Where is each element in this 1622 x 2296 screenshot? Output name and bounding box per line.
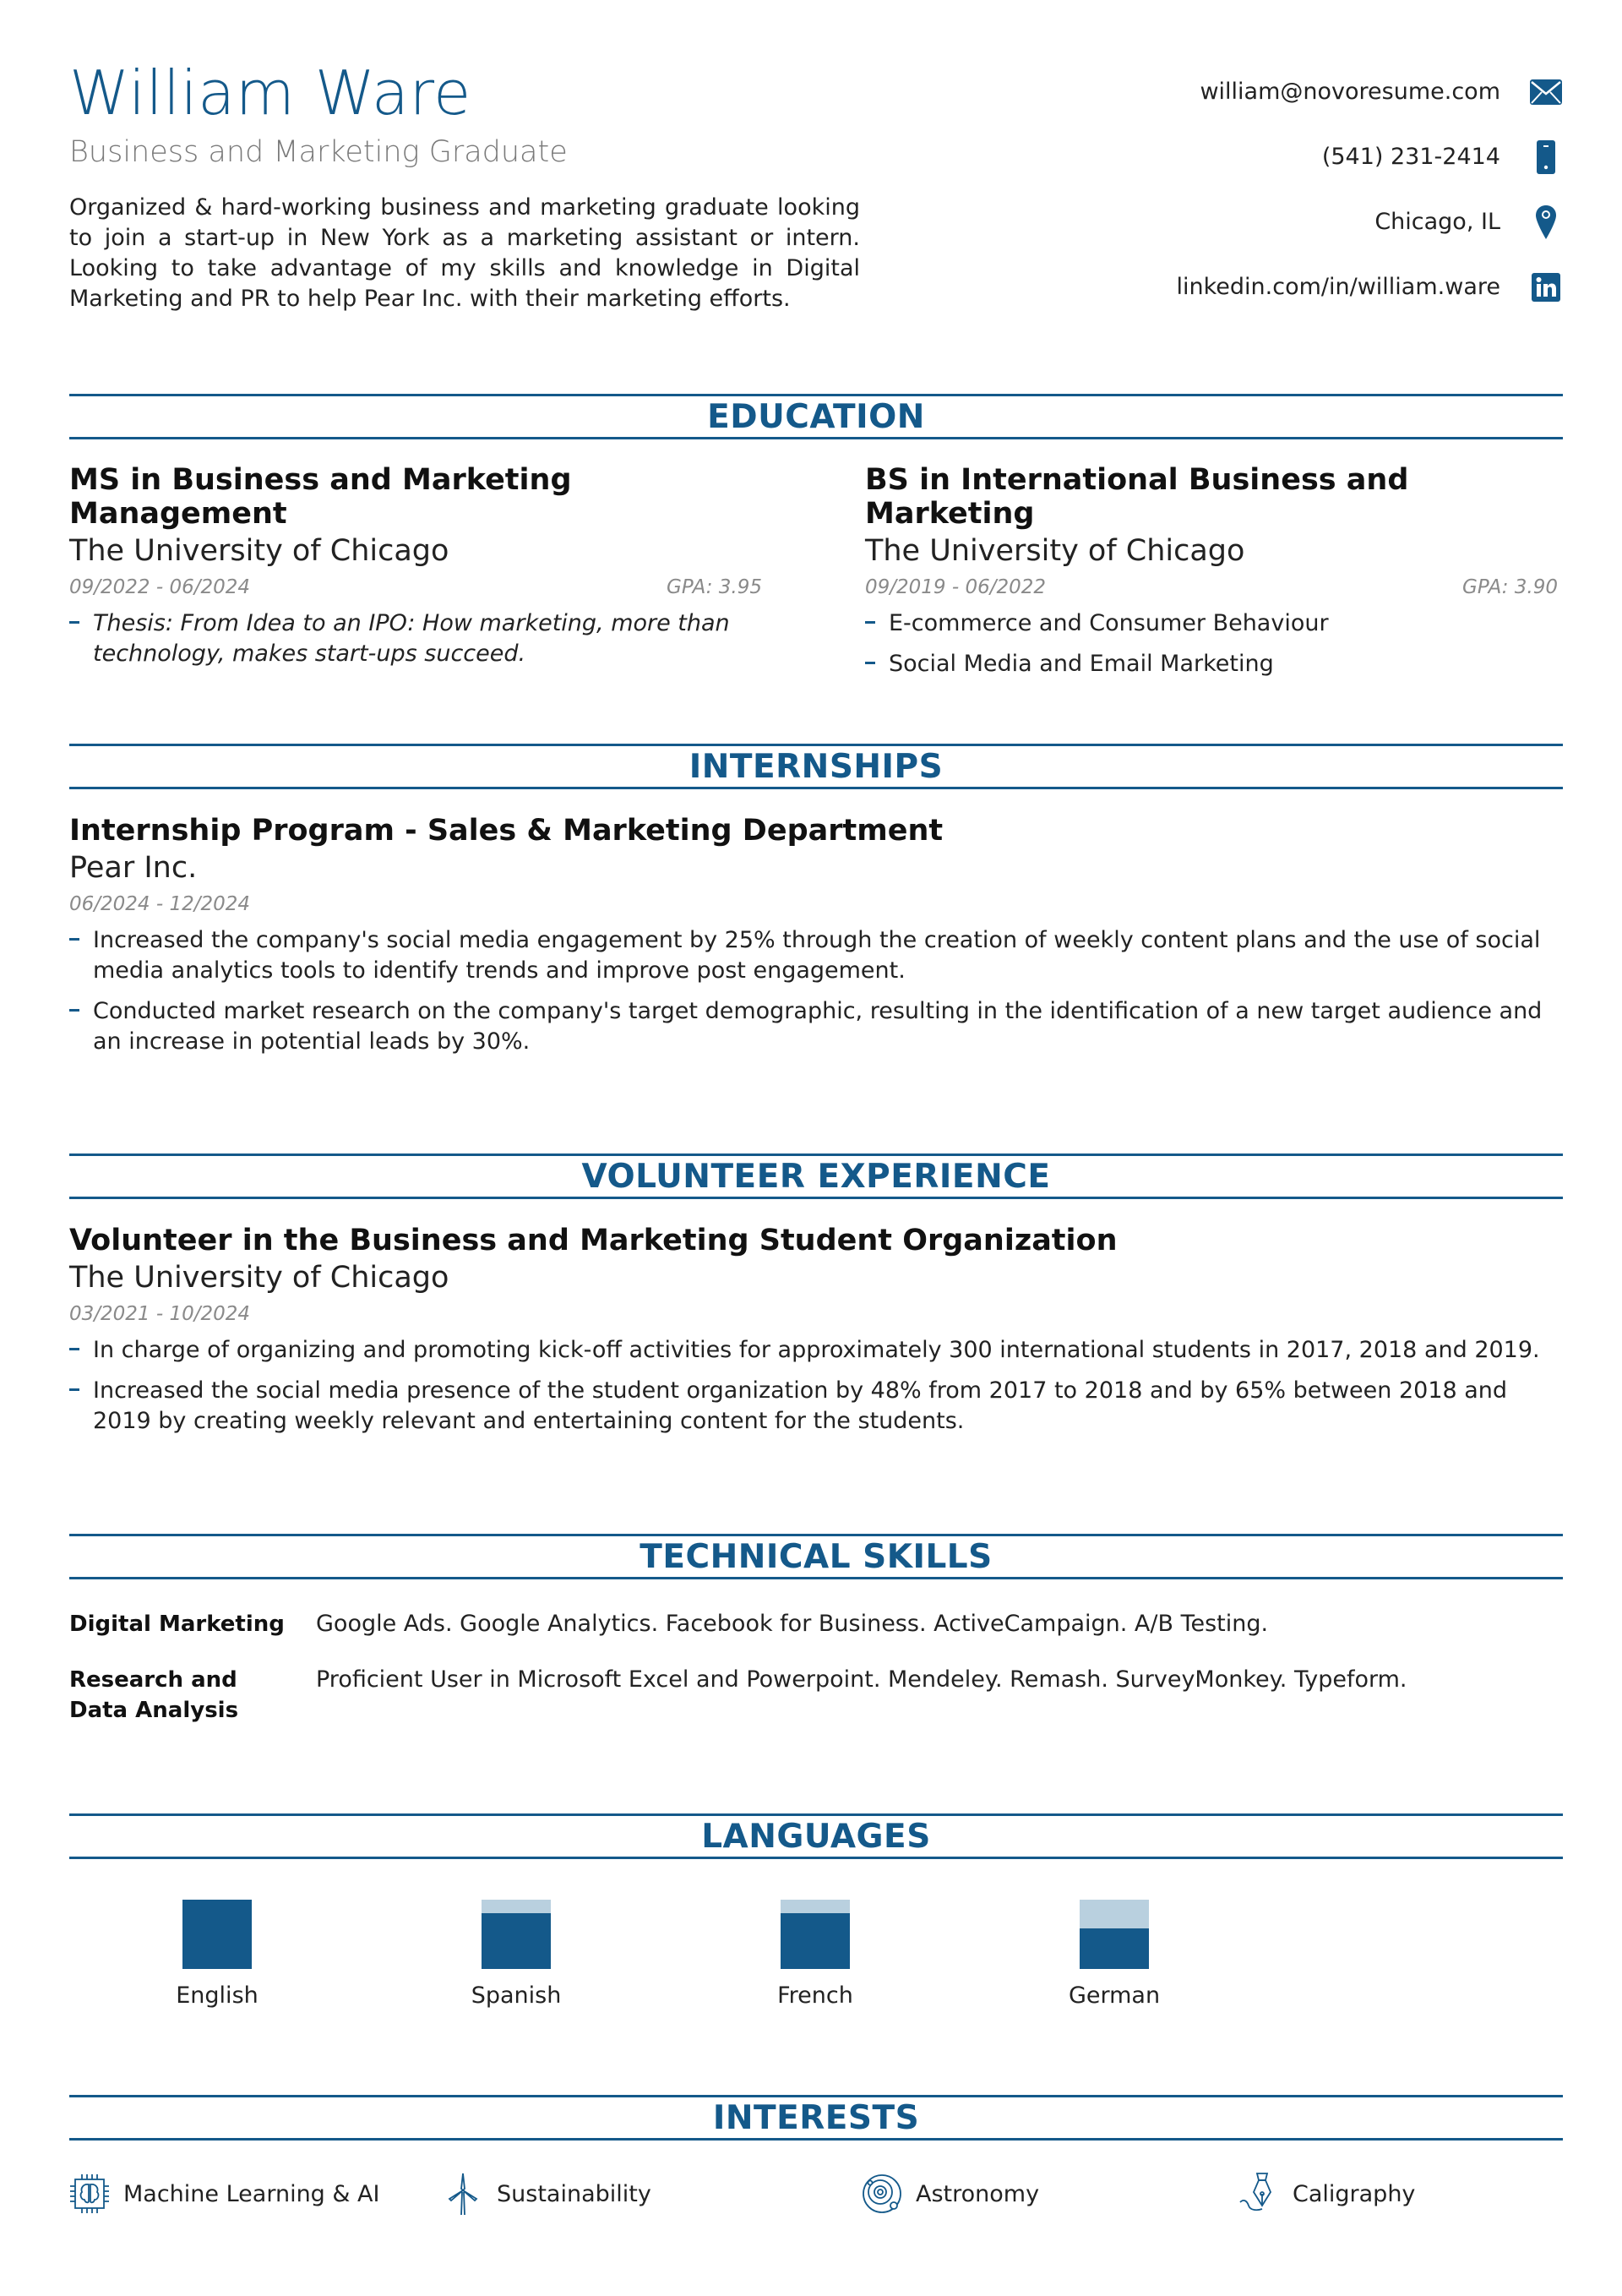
education-entry	[865, 463, 1558, 690]
bullet-list	[69, 925, 1563, 1057]
brain-chip-icon	[68, 2172, 112, 2216]
language-item	[440, 1900, 592, 2009]
section-header-interests	[69, 2095, 1563, 2141]
linkedin-text: linkedin.com/in/william.ware	[1176, 274, 1500, 300]
entry-meta	[865, 576, 1558, 598]
company-name: Pear Inc.	[69, 851, 198, 885]
skill-list: Google Ads. Google Analytics. Facebook for Business. ActiveCampaign. A/B Testing.	[316, 1611, 1269, 1637]
language-item	[141, 1900, 293, 2009]
job-title: Internship Program - Sales & Marketing Department	[69, 814, 944, 848]
proficiency-fill	[482, 1913, 551, 1969]
section-title: INTERNSHIPS	[689, 747, 944, 786]
bullet-list	[69, 1335, 1563, 1437]
bullet-item: In charge of organizing and promoting kick-off activities for approximately 300 international students in 2017, 2018 and 2019.	[69, 1335, 1563, 1366]
interest-label: Machine Learning & AI	[123, 2180, 380, 2207]
interest-label: Caligraphy	[1293, 2180, 1416, 2207]
interest-item	[860, 2172, 1039, 2216]
skill-category: Digital Marketing	[69, 1612, 285, 1637]
date-range: 09/2019 - 06/2022	[865, 576, 1047, 598]
language-name: English	[176, 1982, 259, 2009]
section-title: EDUCATION	[707, 397, 925, 436]
section-title: TECHNICAL SKILLS	[640, 1537, 993, 1576]
entry-meta	[69, 893, 1563, 915]
contact-linkedin[interactable]	[1022, 254, 1563, 319]
section-title: LANGUAGES	[701, 1817, 931, 1856]
bullet-item: Conducted market research on the company's target demographic, resulting in the identification of a new target audience and an increase in potential leads by 30%.	[69, 996, 1563, 1057]
summary-text: Organized & hard-working business and marketing graduate looking to join a start-up in New York as a marketing assistant or intern. Looking to take advantage of my skills and knowledge in Digital Marketing and PR to help Pear Inc. with their marketing efforts.	[69, 194, 860, 312]
date-range: 09/2022 - 06/2024	[69, 576, 251, 598]
location-text: Chicago, IL	[1374, 209, 1500, 235]
skill-category: Research and Data Analysis	[69, 1667, 239, 1723]
interest-item	[441, 2172, 651, 2216]
language-name: Spanish	[471, 1982, 562, 2009]
bullet-list	[865, 608, 1558, 679]
section-title: INTERESTS	[712, 2098, 920, 2137]
contact-email[interactable]	[1022, 59, 1563, 124]
language-item	[1038, 1900, 1190, 2009]
education-entry	[69, 463, 762, 679]
school-name: The University of Chicago	[69, 534, 449, 568]
contact-phone[interactable]	[1022, 124, 1563, 189]
bullet-item: Increased the social media presence of the student organization by 48% from 2017 to 2018 and by 65% between 2018 and 2019 by creating weekly relevant and entertaining content for the students.	[69, 1376, 1563, 1437]
degree-title: MS in Business and Marketing Management	[69, 463, 572, 531]
internship-entry	[69, 814, 1563, 1067]
gpa: GPA: 3.90	[1462, 576, 1558, 598]
interest-item	[1237, 2172, 1415, 2216]
date-range: 06/2024 - 12/2024	[69, 893, 251, 915]
linkedin-icon	[1529, 270, 1563, 304]
language-name: French	[777, 1982, 853, 2009]
entry-meta	[69, 576, 762, 598]
proficiency-fill	[781, 1913, 850, 1969]
bullet-item: Social Media and Email Marketing	[865, 649, 1558, 679]
section-header-education	[69, 394, 1563, 439]
section-header-languages	[69, 1813, 1563, 1859]
proficiency-bar	[182, 1900, 252, 1969]
phone-text: (541) 231-2414	[1321, 144, 1500, 170]
bullet-item: Thesis: From Idea to an IPO: How marketing, more than technology, makes start-ups succeed.	[69, 608, 762, 669]
skill-row	[69, 1609, 1563, 1639]
interest-item	[68, 2172, 379, 2216]
interest-label: Astronomy	[916, 2180, 1040, 2207]
gpa: GPA: 3.95	[667, 576, 762, 598]
section-header-skills	[69, 1534, 1563, 1579]
bullet-list	[69, 608, 762, 669]
envelope-icon	[1529, 75, 1563, 109]
section-header-volunteer	[69, 1153, 1563, 1199]
school-name: The University of Chicago	[865, 534, 1245, 568]
language-item	[739, 1900, 891, 2009]
proficiency-bar	[482, 1900, 551, 1969]
proficiency-bar	[781, 1900, 850, 1969]
candidate-name: William Ware	[69, 57, 471, 128]
section-header-internships	[69, 744, 1563, 789]
organization-name: The University of Chicago	[69, 1261, 449, 1295]
skill-row	[69, 1665, 1563, 1726]
contact-location	[1022, 189, 1563, 254]
interest-label: Sustainability	[497, 2180, 651, 2207]
candidate-title: Business and Marketing Graduate	[69, 135, 568, 169]
volunteer-entry	[69, 1224, 1563, 1447]
wind-turbine-icon	[441, 2172, 485, 2216]
role-title: Volunteer in the Business and Marketing Student Organization	[69, 1224, 1118, 1257]
location-pin-icon	[1529, 205, 1563, 239]
bullet-item: E-commerce and Consumer Behaviour	[865, 608, 1558, 639]
proficiency-fill	[1080, 1928, 1149, 1969]
proficiency-fill	[182, 1900, 252, 1969]
skill-list: Proficient User in Microsoft Excel and Powerpoint. Mendeley. Remash. SurveyMonkey. Typeform.	[316, 1666, 1407, 1693]
bullet-item: Increased the company's social media engagement by 25% through the creation of weekly content plans and the use of social media analytics tools to identify trends and improve post engagement.	[69, 925, 1563, 986]
email-text: william@novoresume.com	[1200, 79, 1500, 105]
phone-icon	[1529, 140, 1563, 174]
degree-title: BS in International Business and Marketing	[865, 463, 1409, 531]
section-title: VOLUNTEER EXPERIENCE	[581, 1157, 1051, 1196]
proficiency-bar	[1080, 1900, 1149, 1969]
entry-meta	[69, 1303, 1563, 1325]
language-name: German	[1068, 1982, 1161, 2009]
planet-orbit-icon	[860, 2172, 904, 2216]
contact-list	[1022, 59, 1563, 319]
date-range: 03/2021 - 10/2024	[69, 1303, 251, 1325]
fountain-pen-icon	[1237, 2172, 1281, 2216]
